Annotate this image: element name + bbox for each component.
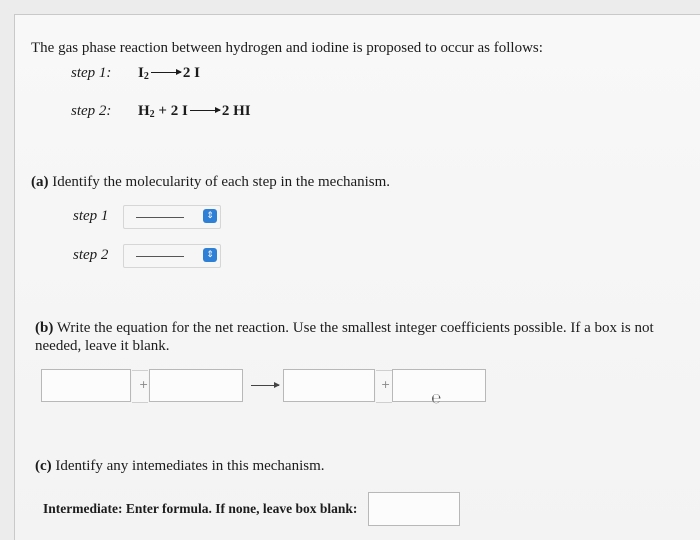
- product-1-input[interactable]: [283, 369, 375, 402]
- text-cursor-icon: ℮: [432, 391, 441, 407]
- net-reaction-arrow-icon: [251, 385, 279, 386]
- plus-sign: +: [381, 378, 391, 391]
- step1-product: 2 I: [182, 65, 200, 81]
- step2-reactant-b: + 2 I: [154, 103, 188, 119]
- intermediate-input[interactable]: [368, 492, 460, 526]
- part-a-prefix: (a): [31, 174, 49, 190]
- part-c-question: [35, 457, 325, 475]
- part-a-question: [31, 173, 390, 191]
- part-a-row1-label: step 1: [73, 208, 109, 224]
- step2-equation: [138, 103, 251, 120]
- reactant-2-input[interactable]: [149, 369, 243, 402]
- question-page: [14, 14, 700, 540]
- part-b-text: Write the equation for the net reaction. Use the smallest integer coefficients possible. If a box is not needed, leave it blank.: [35, 320, 654, 354]
- select-blank-line: [136, 256, 184, 257]
- intermediate-label: Intermediate: Enter formula. If none, leave box blank:: [43, 501, 358, 516]
- updown-chevron-icon[interactable]: ⇕: [203, 248, 217, 262]
- select-blank-line: [136, 217, 184, 218]
- step2-label: step 2:: [71, 103, 112, 119]
- intro-text: The gas phase reaction between hydrogen and iodine is proposed to occur as follows:: [31, 40, 543, 56]
- step1-reactant-subscript: 2: [143, 71, 149, 82]
- part-b-question: [35, 319, 675, 355]
- part-a-text: Identify the molecularity of each step in the mechanism.: [48, 174, 391, 190]
- step2-product: 2 HI: [221, 103, 251, 119]
- reactant-1-input[interactable]: [41, 369, 131, 402]
- reaction-arrow-icon: [190, 110, 220, 111]
- step1-reactant: I: [138, 65, 144, 81]
- step1-equation: [138, 65, 200, 82]
- part-b-prefix: (b): [35, 320, 54, 336]
- step2-reactant-a: H: [138, 103, 150, 119]
- updown-chevron-icon[interactable]: ⇕: [203, 209, 217, 223]
- reaction-arrow-icon: [151, 72, 181, 73]
- step2-reactant-a-subscript: 2: [149, 109, 155, 120]
- plus-sign: +: [139, 378, 149, 391]
- step1-molecularity-select[interactable]: [123, 205, 221, 229]
- part-a-row2-label: step 2: [73, 247, 109, 263]
- step1-label: step 1:: [71, 65, 112, 81]
- part-c-text: Identify any intemediates in this mechanism.: [51, 458, 325, 474]
- part-c-prefix: (c): [35, 458, 52, 474]
- step2-molecularity-select[interactable]: [123, 244, 221, 268]
